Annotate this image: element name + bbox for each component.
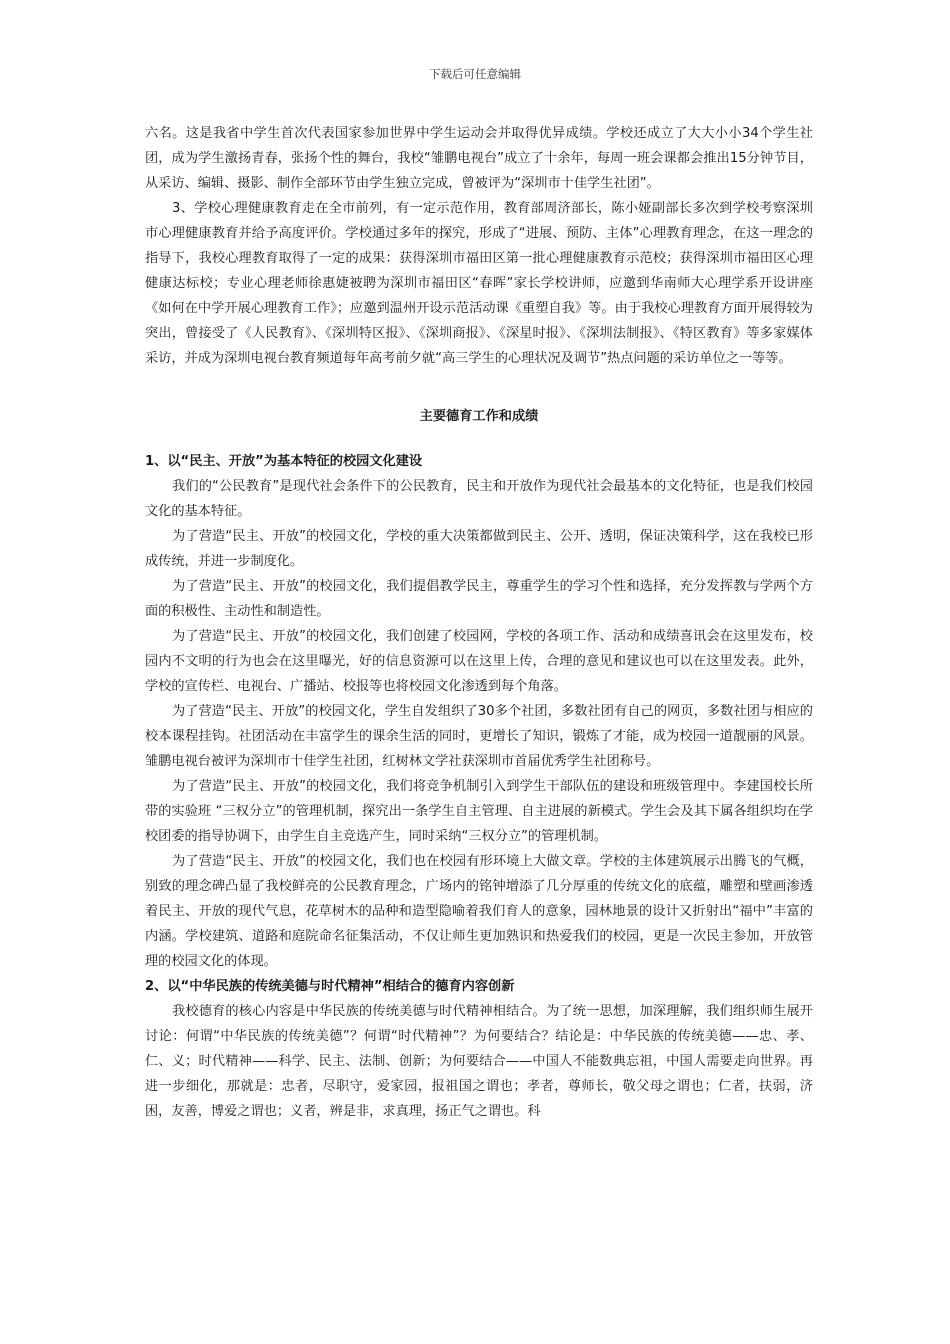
paragraph: 为了营造“民主、开放”的校园文化，我们也在校园有形环境上大做文章。学校的主体建筑展示出腾飞的气概，别致的理念碑凸显了我校鲜亮的公民教育理念，广场内的铭钟增添了几分厚重的传统文化的底蕴，雕塑和壁画渗透着民主、开放的现代气息，花草树木的品种和造型隐喻着我们育人的意象，园林地景的设计又折射出“福中”丰富的内涵。学校建筑、道路和庭院命名征集活动，不仅让师生更加熟识和热爱我们的校园，更是一次民主参加，开放管理的校园文化的体现。 [145,854,813,969]
section-heading: 1、以“民主、开放”为基本特征的校园文化建设 [145,454,423,469]
document-body [145,121,813,1124]
paragraph: 为了营造“民主、开放”的校园文化，学校的重大决策都做到民主、公开、透明，保证决策科学，这在我校已形成传统，并进一步制度化。 [145,529,813,569]
paragraph: 我校德育的核心内容是中华民族的传统美德与时代精神相结合。为了统一思想，加深理解，我们组织师生展开讨论：何谓“中华民族的传统美德”？何谓“时代精神”？为何要结合？结论是：中华民族的传统美德——忠、孝、仁、义；时代精神——科学、民主、法制、创新；为何要结合——中国人不能数典忘祖，中国人需要走向世界。再进一步细化，那就是：忠者，尽职守，爱家园，报祖国之谓也；孝者，尊师长，敬父母之谓也；仁者，扶弱，济困，友善，博爱之谓也；义者，辨是非，求真理，扬正气之谓也。科 [145,1004,813,1119]
paragraph: 为了营造“民主、开放”的校园文化，我们提倡教学民主，尊重学生的学习个性和选择，充分发挥教与学两个方面的积极性、主动性和制造性。 [145,579,813,619]
paragraph: 六名。这是我省中学生首次代表国家参加世界中学生运动会并取得优异成绩。学校还成立了大大小小34个学生社团，成为学生激扬青春，张扬个性的舞台，我校“雏鹏电视台”成立了十余年，每周一班会课都会推出15分钟节目，从采访、编辑、摄影、制作全部环节由学生独立完成，曾被评为“深圳市十佳学生社团”。 [145,126,813,191]
section-heading: 2、以“中华民族的传统美德与时代精神”相结合的德育内容创新 [145,979,515,994]
paragraph: 为了营造“民主、开放”的校园文化，我们将竞争机制引入到学生干部队伍的建设和班级管理中。李建国校长所带的实验班 “三权分立”的管理机制，探究出一条学生自主管理、自主进展的新模式。学生会及其下属各组织均在学校团委的指导协调下，由学生自主竞选产生，同时采纳“三权分立”的管理机制。 [145,779,813,844]
paragraph: 3、学校心理健康教育走在全市前列，有一定示范作用，教育部周济部长，陈小娅副部长多次到学校考察深圳市心理健康教育并给予高度评价。学校通过多年的探究，形成了“进展、预防、主体”心理教育理念，在这一理念的指导下，我校心理教育取得了一定的成果：获得深圳市福田区第一批心理健康教育示范校；获得深圳市福田区心理健康达标校；专业心理老师徐惠婕被聘为深圳市福田区“春晖”家长学校讲师，应邀到华南师大心理学系开设讲座《如何在中学开展心理教育工作》；应邀到温州开设示范活动课《重塑自我》等。由于我校心理教育方面开展得较为突出，曾接受了《人民教育》、《深圳特区报》、《深圳商报》、《深星时报》、《深圳法制报》、《特区教育》等多家媒体采访，并成为深圳电视台教育频道每年高考前夕就“高三学生的心理状况及调节”热点问题的采访单位之一等等。 [145,201,813,366]
page-header: 下载后可任意编辑 [429,67,521,81]
paragraph: 我们的“公民教育”是现代社会条件下的公民教育，民主和开放作为现代社会最基本的文化特征，也是我们校园文化的基本特征。 [145,479,813,519]
paragraph: 为了营造“民主、开放”的校园文化，我们创建了校园网，学校的各项工作、活动和成绩喜讯会在这里发布，校园内不文明的行为也会在这里曝光，好的信息资源可以在这里上传，合理的意见和建议也可以在这里发表。此外，学校的宣传栏、电视台、广播站、校报等也将校园文化渗透到每个角落。 [145,629,813,694]
section-title: 主要德育工作和成绩 [419,409,539,424]
paragraph: 为了营造“民主、开放”的校园文化，学生自发组织了30多个社团，多数社团有自己的网页，多数社团与相应的校本课程挂钩。社团活动在丰富学生的课余生活的同时，更增长了知识，锻炼了才能，成为校园一道靓丽的风景。雏鹏电视台被评为深圳市十佳学生社团，红树林文学社获深圳市首届优秀学生社团称号。 [145,704,813,769]
